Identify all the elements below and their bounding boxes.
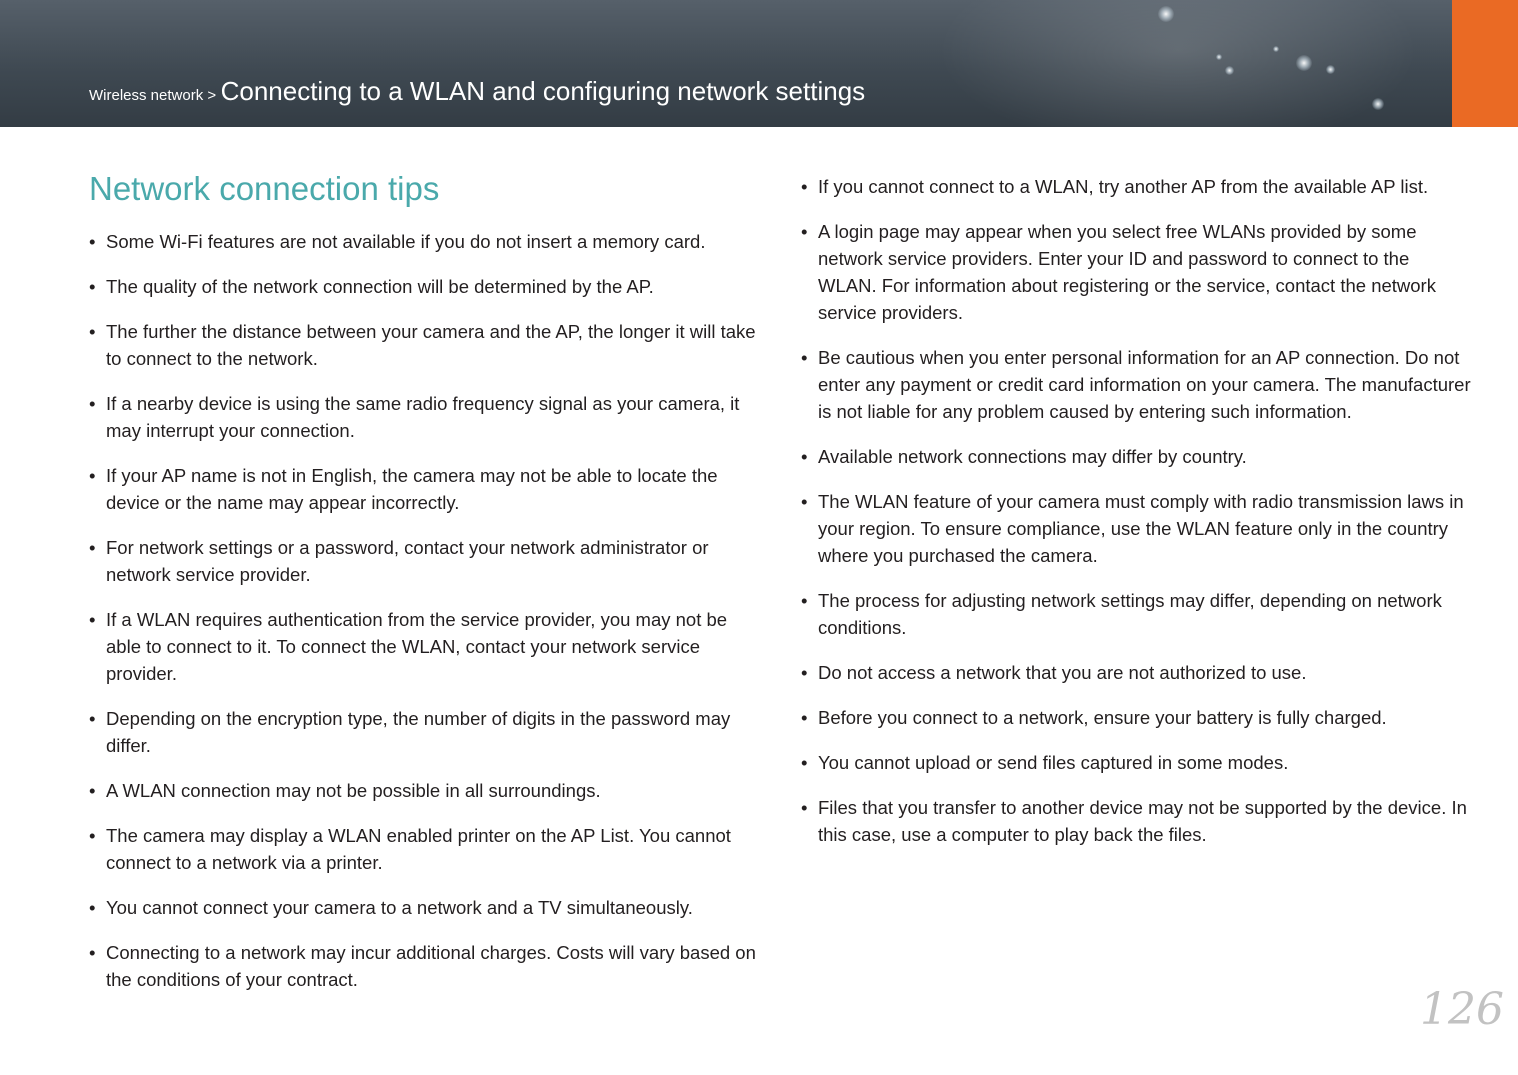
list-item: • If a nearby device is using the same radio frequency signal as your camera, it may interrupt your connection. — [89, 390, 759, 444]
header-sparkle — [1326, 65, 1335, 74]
breadcrumb-parent[interactable]: Wireless network > — [89, 87, 217, 104]
header-sparkle — [1273, 46, 1279, 52]
list-item: • If a WLAN requires authentication from the service provider, you may not be able to connect to it. To connect the WLAN, contact your network service provider. — [89, 606, 759, 687]
list-item: • The quality of the network connection will be determined by the AP. — [89, 273, 759, 300]
header-sparkle — [1216, 54, 1222, 60]
left-tips-list — [89, 228, 759, 1011]
header-accent-tab — [1452, 0, 1518, 127]
list-item: • Be cautious when you enter personal information for an AP connection. Do not enter any payment or credit card information on your camera. The manufacturer is not liable for any problem caused by entering such information. — [801, 344, 1471, 425]
list-item: • The camera may display a WLAN enabled printer on the AP List. You cannot connect to a network via a printer. — [89, 822, 759, 876]
header-sparkle — [1225, 66, 1234, 75]
header-glow — [918, 0, 1438, 127]
list-item: • Connecting to a network may incur additional charges. Costs will vary based on the conditions of your contract. — [89, 939, 759, 993]
right-tips-list — [801, 173, 1471, 866]
list-item: • Some Wi-Fi features are not available if you do not insert a memory card. — [89, 228, 759, 255]
section-title: Network connection tips — [89, 170, 440, 207]
header-sparkle — [1296, 55, 1312, 71]
list-item: • A WLAN connection may not be possible in all surroundings. — [89, 777, 759, 804]
list-item: • If your AP name is not in English, the camera may not be able to locate the device or the name may appear incorrectly. — [89, 462, 759, 516]
list-item: • The further the distance between your camera and the AP, the longer it will take to connect to the network. — [89, 318, 759, 372]
breadcrumb — [89, 76, 865, 107]
list-item: • You cannot upload or send files captured in some modes. — [801, 749, 1471, 776]
page-number: 126 — [1420, 984, 1504, 1035]
list-item: • A login page may appear when you select free WLANs provided by some network service providers. Enter your ID and password to connect to the WLAN. For information about registering or the service, contact the network service providers. — [801, 218, 1471, 326]
list-item: • Do not access a network that you are not authorized to use. — [801, 659, 1471, 686]
list-item: • For network settings or a password, contact your network administrator or network service provider. — [89, 534, 759, 588]
list-item: • The process for adjusting network settings may differ, depending on network conditions. — [801, 587, 1471, 641]
list-item: • Before you connect to a network, ensure your battery is fully charged. — [801, 704, 1471, 731]
list-item: • Depending on the encryption type, the number of digits in the password may differ. — [89, 705, 759, 759]
list-item: • Files that you transfer to another device may not be supported by the device. In this case, use a computer to play back the files. — [801, 794, 1471, 848]
list-item: • If you cannot connect to a WLAN, try another AP from the available AP list. — [801, 173, 1471, 200]
header-sparkle — [1372, 98, 1384, 110]
header-sparkle — [1158, 6, 1174, 22]
list-item: • The WLAN feature of your camera must comply with radio transmission laws in your region. To ensure compliance, use the WLAN feature only in the country where you purchased the camera. — [801, 488, 1471, 569]
list-item: • Available network connections may differ by country. — [801, 443, 1471, 470]
list-item: • You cannot connect your camera to a network and a TV simultaneously. — [89, 894, 759, 921]
page-header — [0, 0, 1518, 127]
page-title: Connecting to a WLAN and configuring network settings — [220, 76, 866, 106]
